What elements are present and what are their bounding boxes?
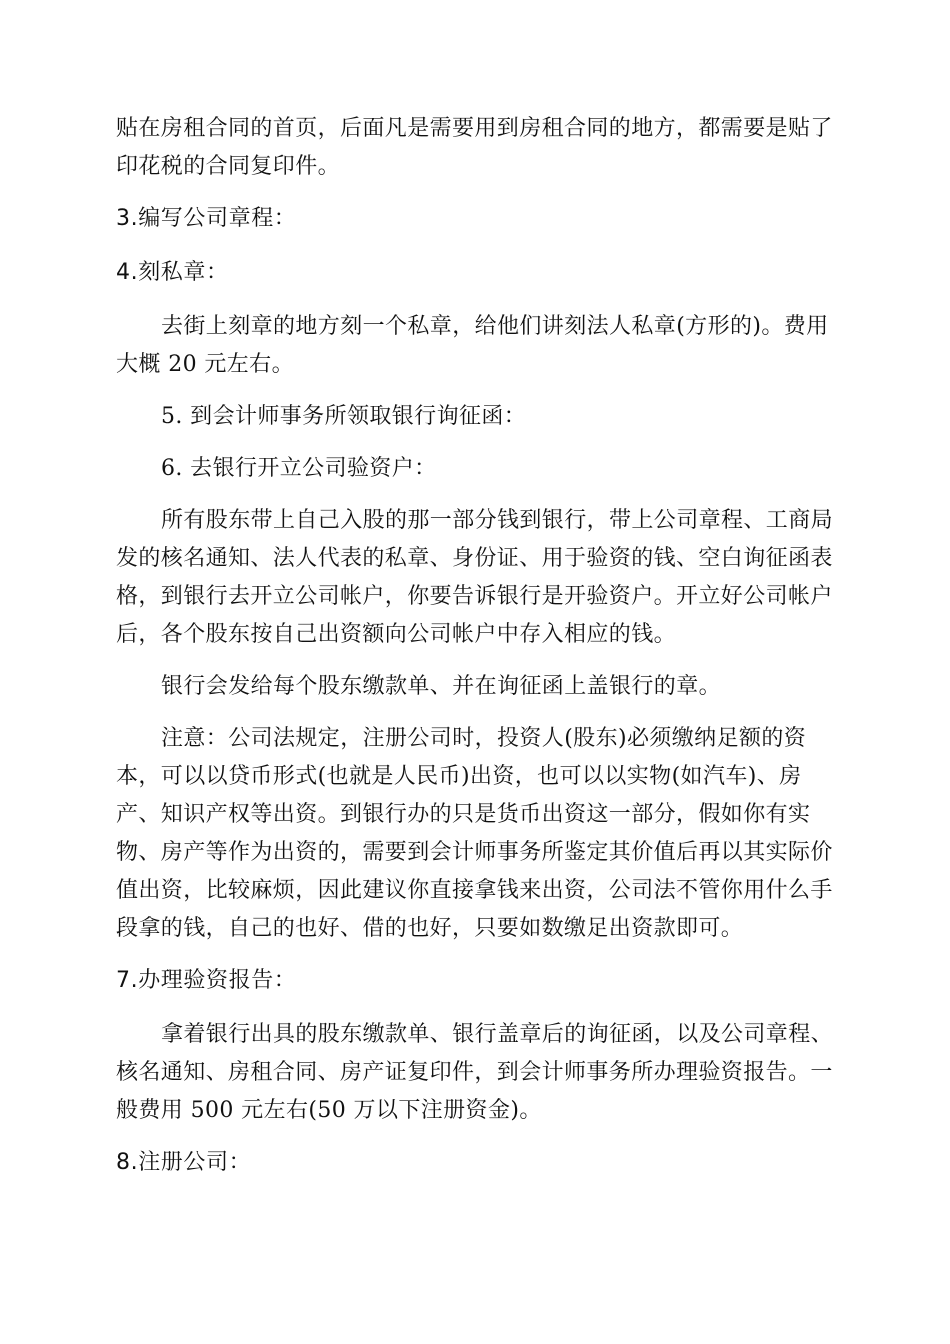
paragraph-lease-copy: 贴在房租合同的首页，后面凡是需要用到房租合同的地方，都需要是贴了印花税的合同复印件。: [116, 116, 833, 179]
paragraph-bank-slip: 银行会发给每个股东缴款单、并在询征函上盖银行的章。: [161, 674, 722, 699]
paragraph-private-seal: 去街上刻章的地方刻一个私章，给他们讲刻法人私章(方形的)。费用大概 20 元左右。: [116, 314, 829, 377]
heading-step-8: 8.注册公司：: [116, 1150, 252, 1175]
document-page: [116, 110, 834, 1182]
heading-step-3: 3.编写公司章程：: [116, 206, 297, 231]
paragraph-note: 注意：公司法规定，注册公司时，投资人(股东)必须缴纳足额的资本，可以以贷币形式(也就是人民币)出资，也可以以实物(如汽车)、房产、知识产权等出资。到银行办的只是货币出资这一部分，假如你有实物、房产等作为出资的，需要到会计师事务所鉴定其价值后再以其实际价值出资，比较麻烦，因此建议你直接拿钱来出资，公司法不管你用什么手段拿的钱，自己的也好、借的也好，只要如数缴足出资款即可。: [116, 726, 833, 941]
heading-step-7: 7.办理验资报告：: [116, 968, 297, 993]
line-step-6: 6. 去银行开立公司验资户：: [161, 456, 437, 481]
line-step-5: 5. 到会计师事务所领取银行询征函：: [161, 404, 527, 429]
paragraph-bank-account: 所有股东带上自己入股的那一部分钱到银行，带上公司章程、工商局发的核名通知、法人代表的私章、身份证、用于验资的钱、空白询征函表格，到银行去开立公司帐户，你要告诉银行是开验资户。开立好公司帐户后，各个股东按自己出资额向公司帐户中存入相应的钱。: [116, 508, 834, 647]
paragraph-capital-report: 拿着银行出具的股东缴款单、银行盖章后的询征函，以及公司章程、核名通知、房租合同、房产证复印件，到会计师事务所办理验资报告。一般费用 500 元左右(50 万以下注册资金)。: [116, 1022, 834, 1123]
heading-step-4: 4.刻私章：: [116, 260, 229, 285]
